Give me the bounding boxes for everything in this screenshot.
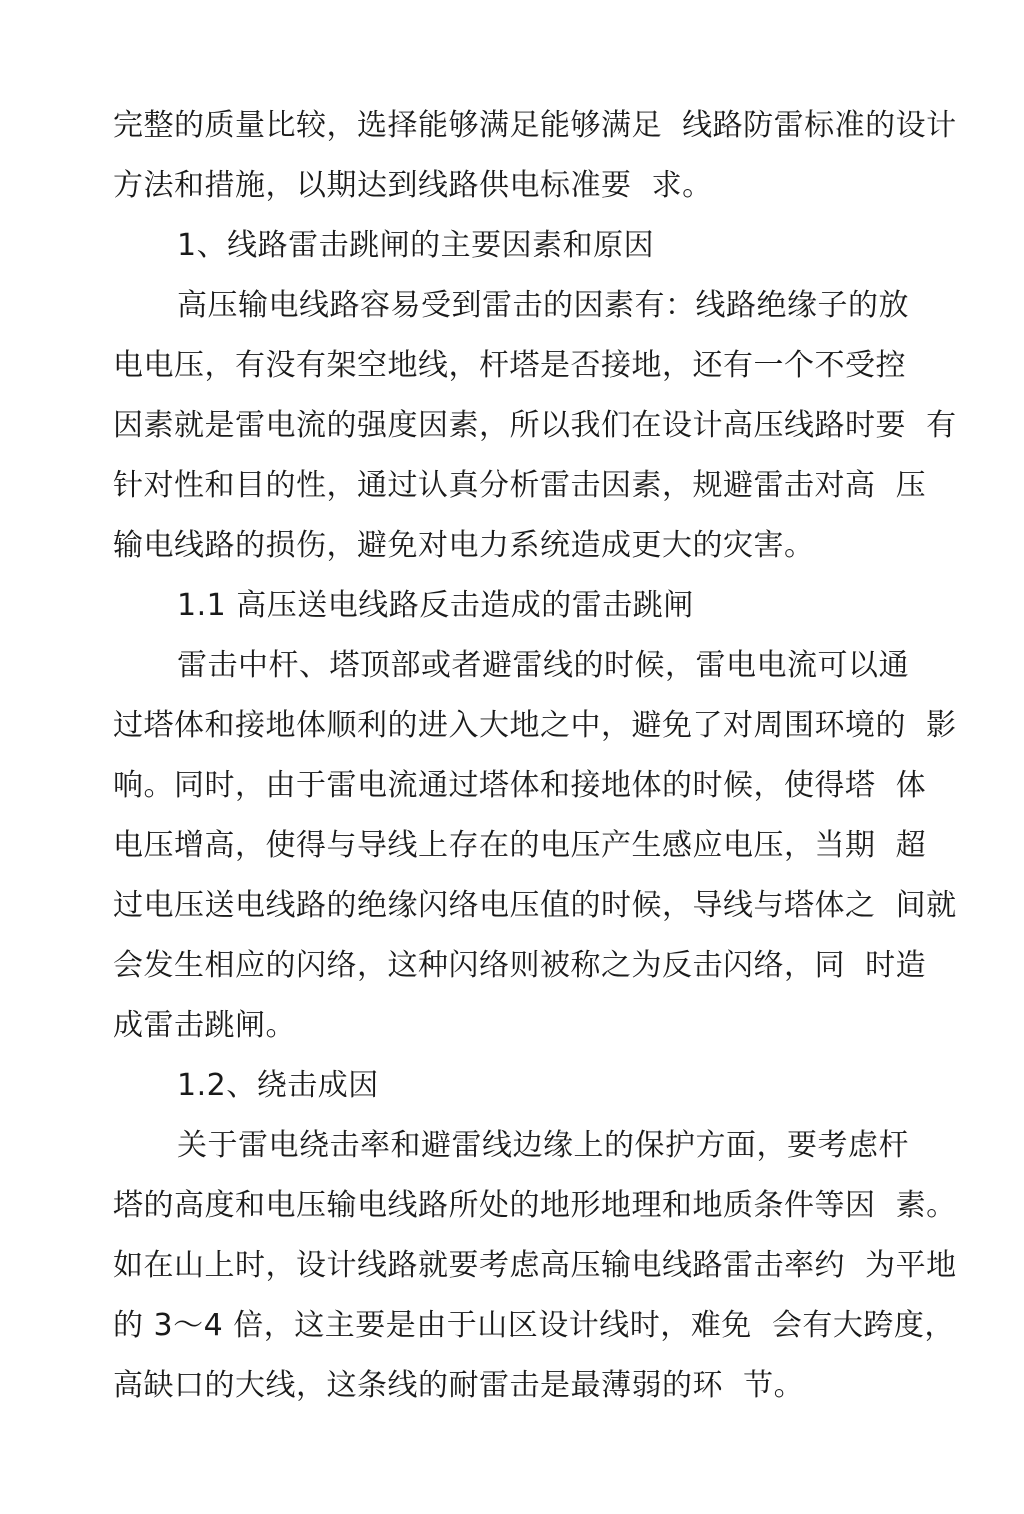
paragraph-line: 响。同时，由于雷电流通过塔体和接地体的时候，使得塔 体 [113,768,927,803]
paragraph-line: 电电压，有没有架空地线，杆塔是否接地，还有一个不受控 [113,348,906,383]
paragraph-line: 针对性和目的性，通过认真分析雷击因素，规避雷击对高 压 [113,468,927,503]
paragraph-line: 过电压送电线路的绝缘闪络电压值的时候，导线与塔体之 间就 [113,888,957,923]
paragraph-line: 如在山上时，设计线路就要考虑高压输电线路雷击率约 为平地 [113,1248,957,1283]
paragraph-line: 因素就是雷电流的强度因素，所以我们在设计高压线路时要 有 [113,408,957,443]
paragraph-line: 电压增高，使得与导线上存在的电压产生感应电压，当期 超 [113,828,927,863]
paragraph-line: 雷击中杆、塔顶部或者避雷线的时候，雷电电流可以通 [177,648,909,683]
paragraph-line: 输电线路的损伤，避免对电力系统造成更大的灾害。 [113,528,815,563]
paragraph-line: 的 3～4 倍，这主要是由于山区设计线时，难免 会有大跨度， [113,1308,955,1343]
paragraph-line: 方法和措施，以期达到线路供电标准要 求。 [113,168,713,203]
paragraph-line: 会发生相应的闪络，这种闪络则被称之为反击闪络，同 时造 [113,948,927,983]
paragraph-line: 高缺口的大线，这条线的耐雷击是最薄弱的环 节。 [113,1368,805,1403]
section-heading: 1.1 高压送电线路反击造成的雷击跳闸 [177,588,694,623]
paragraph-line: 成雷击跳闸。 [113,1008,296,1043]
paragraph-line: 过塔体和接地体顺利的进入大地之中，避免了对周围环境的 影 [113,708,957,743]
paragraph-line: 完整的质量比较，选择能够满足能够满足 线路防雷标准的设计 [113,108,957,143]
section-heading: 1.2、绕击成因 [177,1068,379,1103]
paragraph-line: 高压输电线路容易受到雷击的因素有：线路绝缘子的放 [177,288,909,323]
paragraph-line: 关于雷电绕击率和避雷线边缘上的保护方面，要考虑杆 [177,1128,909,1163]
paragraph-line: 塔的高度和电压输电线路所处的地形地理和地质条件等因 素。 [113,1188,957,1223]
section-heading: 1、线路雷击跳闸的主要因素和原因 [177,228,655,263]
